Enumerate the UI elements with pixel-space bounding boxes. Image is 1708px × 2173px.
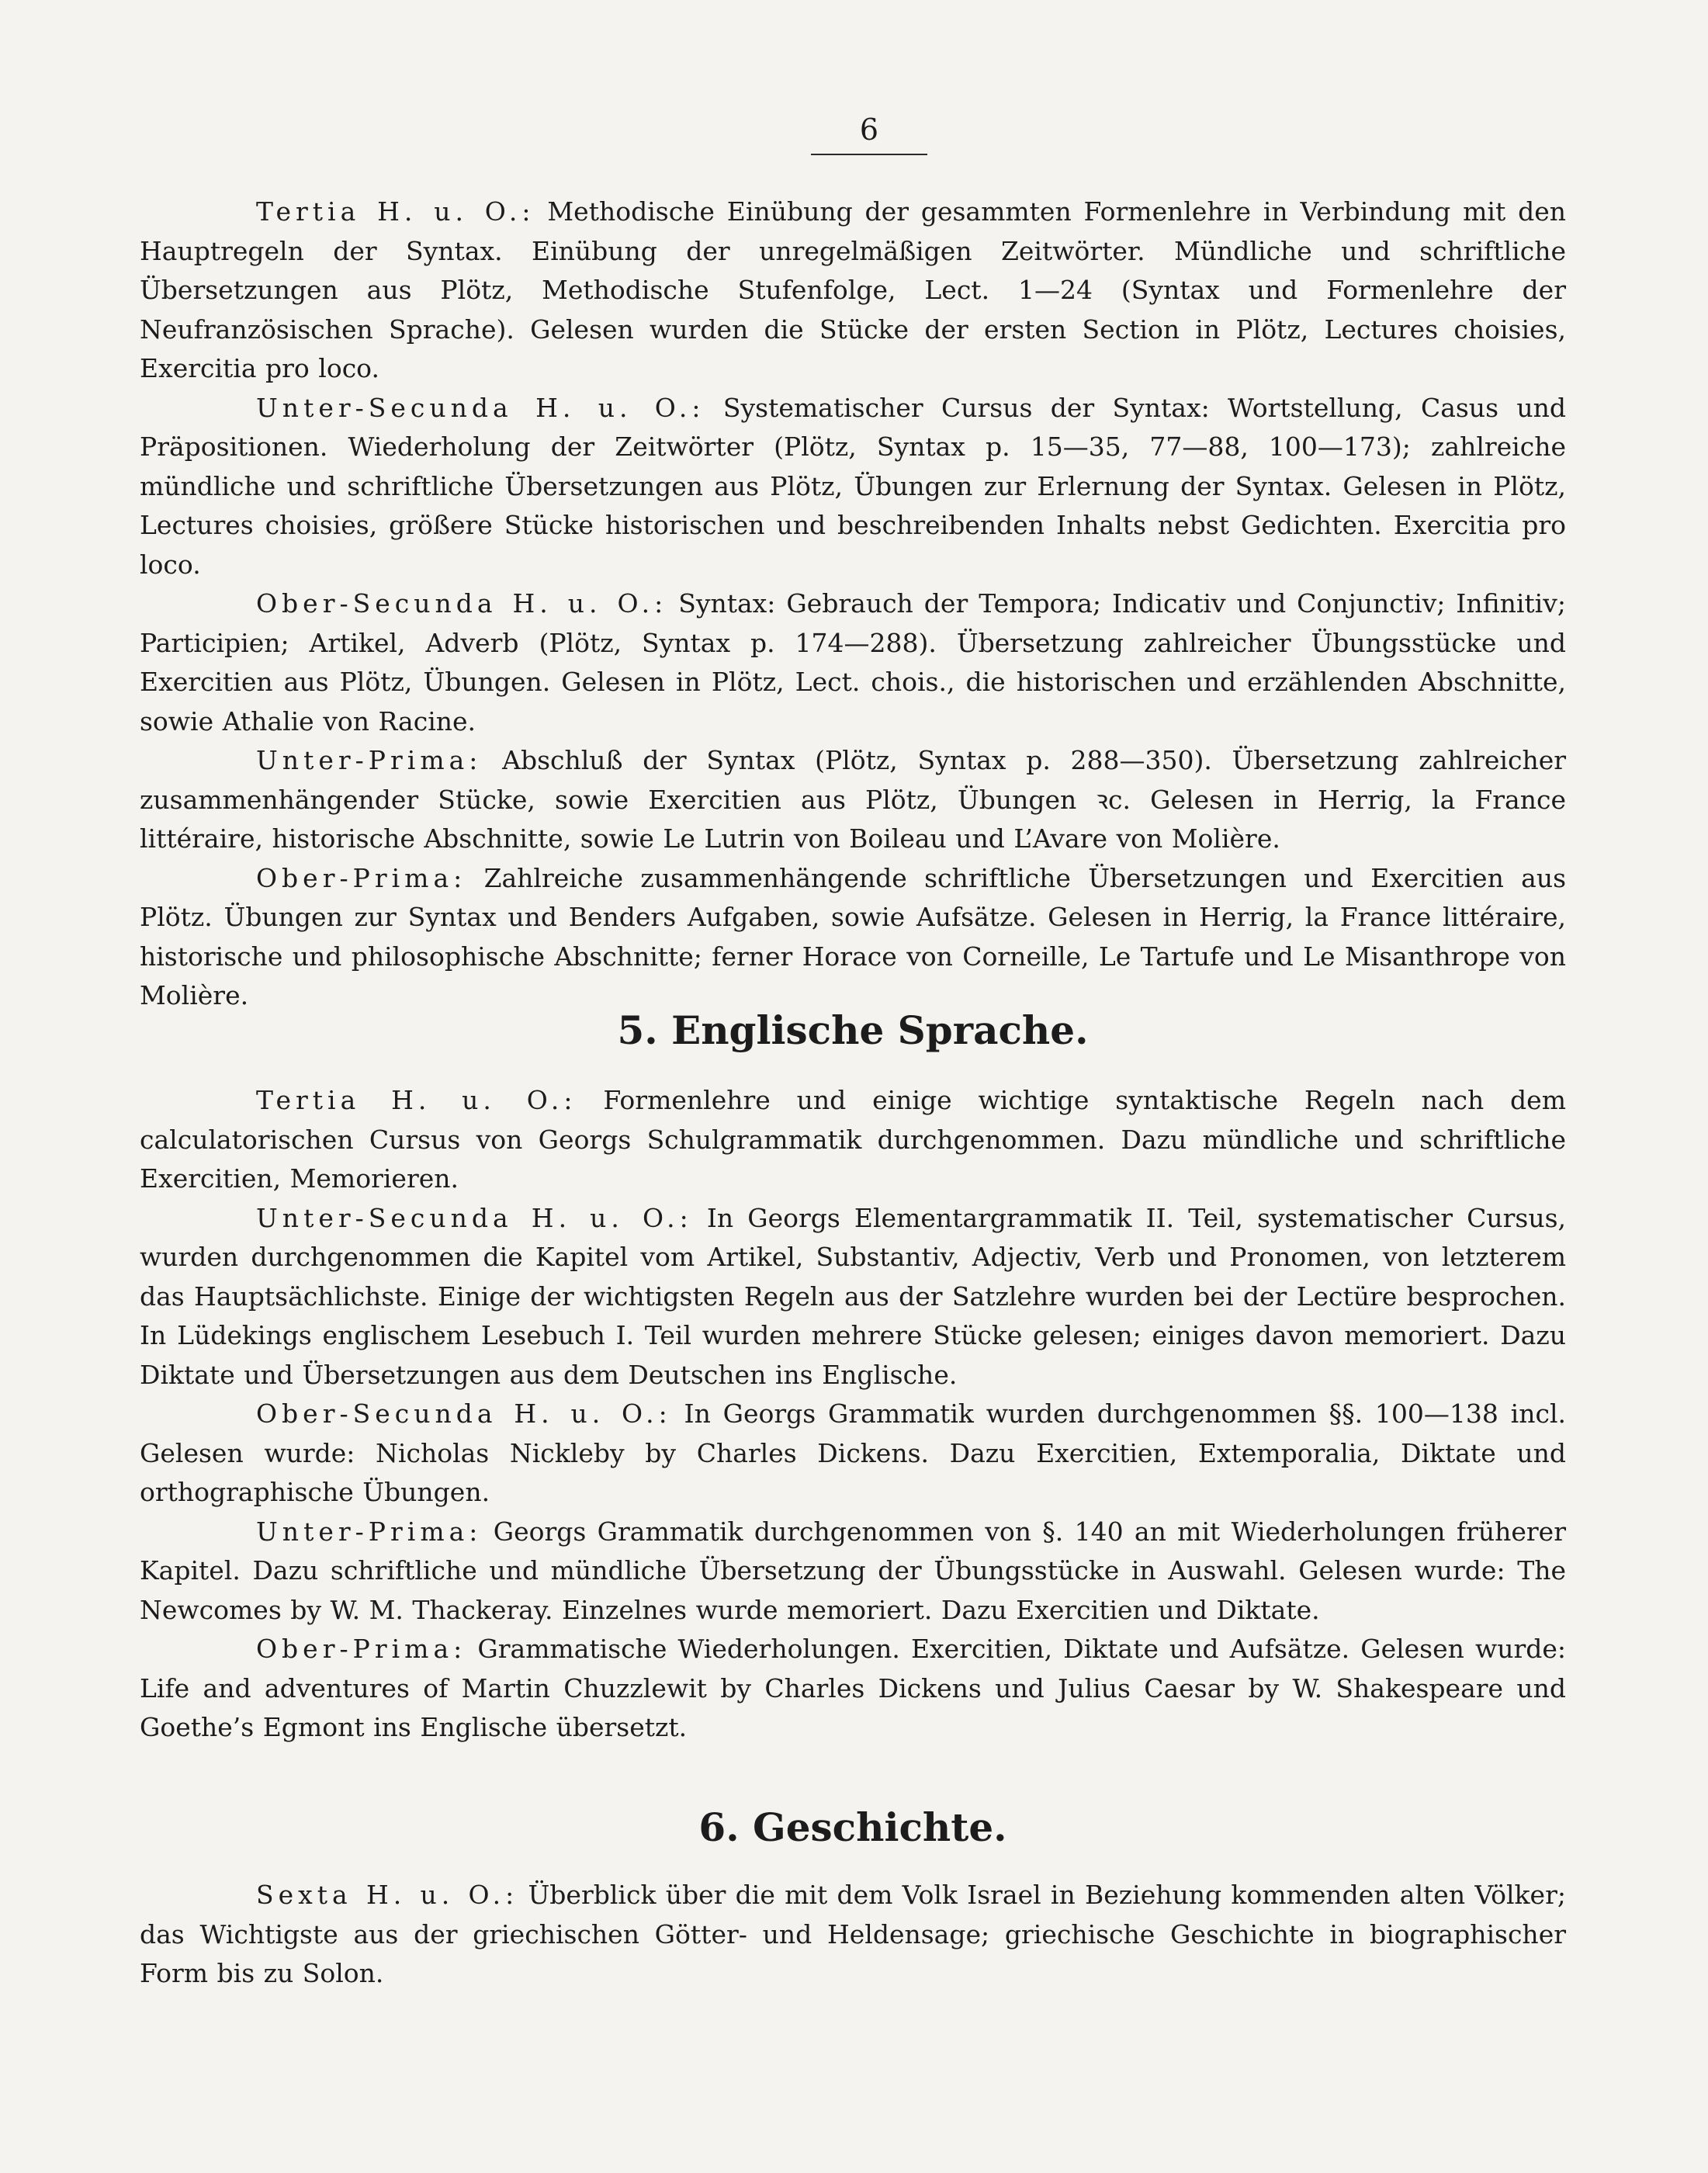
paragraph-text: In Georgs Grammatik wurden durchgenommen §§. 100—138 incl. Gelesen wurde: Nicholas Nickleby by Charles Dickens. Dazu Exercitien, Extemporalia, Diktate und orthographische Übungen. [140,1398,1566,1507]
french-paragraph-ober-secunda [140,584,1566,741]
class-label: Unter-Secunda H. u. O.: [256,1202,693,1233]
english-paragraph-ober-prima [140,1630,1566,1748]
class-label: Unter-Prima: [256,745,483,775]
class-label: Ober-Secunda H. u. O.: [256,1398,672,1429]
page-number: 6 [859,113,879,147]
english-paragraph-unter-prima [140,1513,1566,1631]
class-label: Tertia H. u. O.: [256,1085,577,1115]
class-label: Unter-Secunda H. u. O.: [256,392,705,423]
french-paragraph-ober-prima [140,859,1566,1016]
paragraph-text: Syntax: Gebrauch der Tempora; Indicativ und Conjunctiv; Infinitiv; Participien; Artikel, Adverb (Plötz, Syntax p. 174—288). Übersetzung zahlreicher Übungsstücke und Exercitien aus Plötz, Übungen. Gelesen in Plötz, Lect. chois., die historischen und erzählenden Abschnitte, sowie Athalie von Racine. [140,588,1566,736]
english-paragraph-tertia [140,1081,1566,1199]
history-section [140,1876,1566,1994]
french-paragraph-unter-secunda [140,389,1566,585]
paragraph-text: Überblick über die mit dem Volk Israel in Beziehung kommenden alten Völker; das Wichtigste aus der griechischen Götter- und Heldensage; griechische Geschichte in biographischer Form bis zu Solon. [140,1880,1566,1988]
french-paragraph-tertia [140,192,1566,389]
paragraph-text: Grammatische Wiederholungen. Exercitien, Diktate und Aufsätze. Gelesen wurde: Life and adventures of Martin Chuzzlewit by Charles Dickens und Julius Caesar by W. Shakespeare und Goethe’s Egmont ins Englische übersetzt. [140,1634,1567,1742]
page-number-rule [811,154,927,155]
class-label: Unter-Prima: [256,1516,483,1547]
class-label: Ober-Prima: [256,1634,467,1664]
english-paragraph-unter-secunda [140,1199,1566,1395]
section-heading-english: 5. Englische Sprache. [617,1007,1089,1053]
class-label: Ober-Prima: [256,862,467,893]
paragraph-text: Formenlehre und einige wichtige syntaktische Regeln nach dem calculatorischen Cursus von Georgs Schulgrammatik durchgenommen. Dazu mündliche und schriftliche Exercitien, Memorieren. [140,1085,1567,1194]
french-section [140,192,1566,1016]
class-label: Sexta H. u. O.: [256,1880,519,1910]
section-heading-history: 6. Geschichte. [698,1804,1007,1850]
paragraph-text: Systematischer Cursus der Syntax: Wortstellung, Casus und Präpositionen. Wiederholung der Zeitwörter (Plötz, Syntax p. 15—35, 77—88, 100—173); zahlreiche mündliche und schriftliche Übersetzungen aus Plötz, Übungen zur Erlernung der Syntax. Gelesen in Plötz, Lectures choisies, größere Stücke historischen und beschreibenden Inhalts nebst Gedichten. Exercitia pro loco. [140,392,1566,580]
class-label: Ober-Secunda H. u. O.: [256,588,668,619]
class-label: Tertia H. u. O.: [256,196,535,227]
history-paragraph-sexta [140,1876,1566,1994]
paragraph-text: Zahlreiche zusammenhängende schriftliche Übersetzungen und Exercitien aus Plötz. Übungen zur Syntax und Benders Aufgaben, sowie Aufsätze. Gelesen in Herrig, la France littéraire, historische und philosophische Abschnitte; ferner Horace von Corneille, Le Tartufe und Le Misanthrope von Molière. [140,862,1567,1010]
english-paragraph-ober-secunda [140,1395,1566,1513]
paragraph-text: Methodische Einübung der gesammten Formenlehre in Verbindung mit den Hauptregeln der Syntax. Einübung der unregelmäßigen Zeitwörter. Mündliche und schriftliche Übersetzungen aus Plötz, Methodische Stufenfolge, Lect. 1—24 (Syntax und Formenlehre der Neufranzösischen Sprache). Gelesen wurden die Stücke der ersten Section in Plötz, Lectures choisies, Exercitia pro loco. [140,196,1566,383]
paragraph-text: In Georgs Elementargrammatik II. Teil, systematischer Cursus, wurden durchgenommen die Kapitel vom Artikel, Substantiv, Adjectiv, Verb und Pronomen, von letzterem das Hauptsächlichste. Einige der wichtigsten Regeln aus der Satzlehre wurden bei der Lectüre besprochen. In Lüdekings englischem Lesebuch I. Teil wurden mehrere Stücke gelesen; einiges davon memoriert. Dazu Diktate und Übersetzungen aus dem Deutschen ins Englische. [140,1202,1566,1390]
paragraph-text: Georgs Grammatik durchgenommen von §. 140 an mit Wiederholungen früherer Kapitel. Dazu schriftliche und mündliche Übersetzung der Übungsstücke in Auswahl. Gelesen wurde: The Newcomes by W. M. Thackeray. Einzelnes wurde memoriert. Dazu Exercitien und Diktate. [140,1516,1566,1625]
english-section [140,1081,1566,1748]
paragraph-text: Abschluß der Syntax (Plötz, Syntax p. 288—350). Übersetzung zahlreicher zusammenhängender Stücke, sowie Exercitien aus Plötz, Übungen ꝛc. Gelesen in Herrig, la France littéraire, historische Abschnitte, sowie Le Lutrin von Boileau und L’Avare von Molière. [140,745,1566,854]
french-paragraph-unter-prima [140,741,1566,859]
